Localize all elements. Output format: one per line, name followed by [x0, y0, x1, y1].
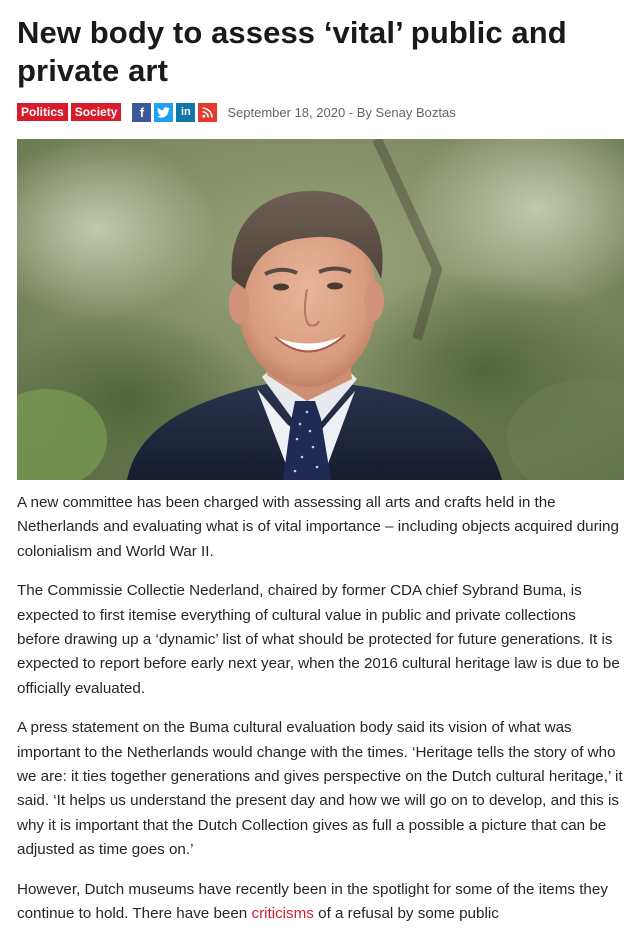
share-buttons	[132, 103, 220, 122]
paragraph-1: A new committee has been charged with assessing all arts and crafts held in the Netherlands and evaluating what is of vital importance – including objects acquired during colonialism and World War II.	[17, 494, 619, 560]
paragraph-3: A press statement on the Buma cultural evaluation body said its vision of what was important to the Netherlands would change with the times. ‘Heritage tells the story of who we are: it ties together generations and gives perspective on the Dutch cultural heritage,’ it said. ‘It helps us understand the present day and how we will go on to develop, and this is why it is important that the Dutch Collection gives as full a possible a picture that can be adjusted as time goes on.’	[17, 719, 623, 859]
article-photo	[17, 139, 624, 480]
portrait-image	[17, 139, 624, 480]
twitter-icon	[157, 107, 170, 118]
article-byline: September 18, 2020 - By Senay Boztas	[227, 104, 456, 120]
criticisms-link[interactable]: criticisms	[251, 905, 314, 923]
paragraph-2: The Commissie Collectie Nederland, chaired by former CDA chief Sybrand Buma, is expected to first itemise everything of cultural value in public and private collections before drawing up a ‘dynamic’ list of what should be protected for future generations. It is expected to report before early next year, when the 2016 cultural heritage law is due to be officially evaluated.	[17, 582, 620, 697]
tag-politics[interactable]: Politics	[17, 103, 68, 121]
tag-society[interactable]: Society	[71, 103, 122, 121]
facebook-share-button[interactable]	[132, 103, 151, 122]
paragraph-4	[17, 878, 623, 927]
paragraph-4-text-start: However, Dutch museums have recently been in the spotlight for some of the items they continue to hold. There have been	[17, 880, 608, 923]
rss-icon	[202, 107, 213, 118]
facebook-icon: f	[139, 104, 145, 120]
paragraph-4-text-end: of a refusal by some public	[313, 905, 499, 923]
rss-button[interactable]	[198, 103, 217, 122]
article-body	[17, 491, 623, 942]
twitter-share-button[interactable]	[154, 103, 173, 122]
linkedin-share-button[interactable]	[176, 103, 195, 122]
linkedin-icon: in	[180, 106, 191, 118]
article-title: New body to assess ‘vital’ public and private art	[17, 15, 567, 88]
article-meta	[17, 102, 623, 122]
